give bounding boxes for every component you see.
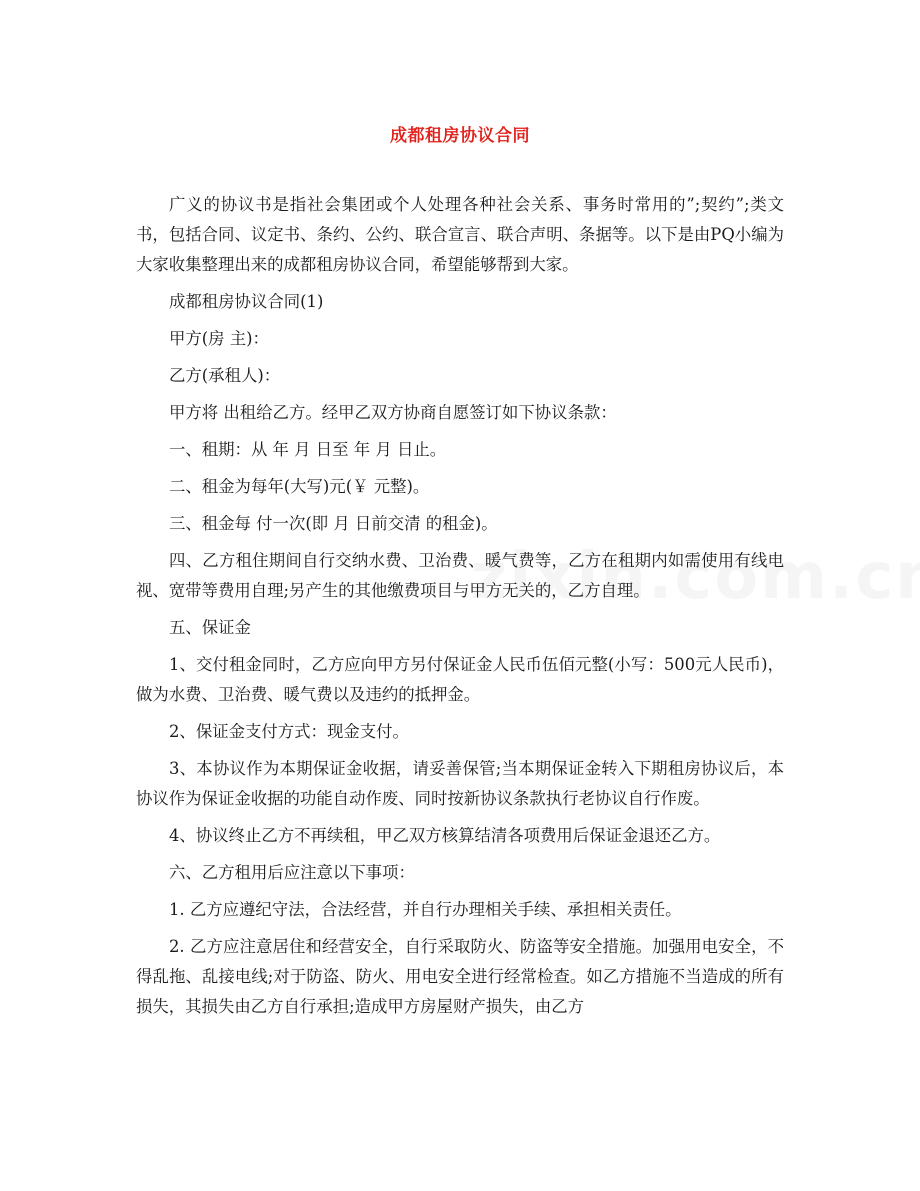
notes-item-2: 2. 乙方应注意居住和经营安全，自行采取防火、防盗等安全措施。加强用电安全，不得乱拖、乱接电线;对于防盗、防火、用电安全进行经常检查。如乙方措施不当造成的所有损失，其损失由乙方自行承担;造成甲方房屋财产损失，由乙方 xyxy=(136,937,784,1016)
deposit-item-4: 4、协议终止乙方不再续租，甲乙双方核算结清各项费用后保证金退还乙方。 xyxy=(169,826,721,845)
intro-paragraph: 广义的协议书是指社会集团或个人处理各种社会关系、事务时常用的”;契约”;类文书，包括合同、议定书、条约、公约、联合宣言、联合声明、条据等。以下是由PQ小编为大家收集整理出来的成都租房协议合同，希望能够帮到大家。 xyxy=(136,195,784,274)
deposit-item-3: 3、本协议作为本期保证金收据，请妥善保管;当本期保证金转入下期租房协议后，本协议作为保证金收据的功能自动作废、同时按新协议条款执行老协议自行作废。 xyxy=(136,759,784,808)
document-title: 成都租房协议合同 xyxy=(390,126,530,146)
clause-5-deposit-heading: 五、保证金 xyxy=(169,618,251,637)
party-a: 甲方(房 主)： xyxy=(169,329,269,348)
deposit-item-2: 2、保证金支付方式：现金支付。 xyxy=(169,722,409,741)
notes-item-1: 1. 乙方应遵纪守法，合法经营，并自行办理相关手续、承担相关责任。 xyxy=(169,900,682,919)
clause-6-notes-heading: 六、乙方租用后应注意以下事项： xyxy=(169,863,415,882)
party-b: 乙方(承租人)： xyxy=(169,366,281,385)
document-body xyxy=(136,190,784,1029)
clause-2-rent: 二、租金为每年(大写)元(￥ 元整)。 xyxy=(169,477,430,496)
contract-heading: 成都租房协议合同(1) xyxy=(169,292,324,311)
deposit-item-1: 1、交付租金同时，乙方应向甲方另付保证金人民币伍佰元整(小写：500元人民币)，做为水费、卫治费、暖气费以及违约的抵押金。 xyxy=(136,655,784,704)
clause-1-term: 一、租期：从 年 月 日至 年 月 日止。 xyxy=(169,440,447,459)
clause-3-payment: 三、租金每 付一次(即 月 日前交清 的租金)。 xyxy=(169,514,498,533)
clause-4-utilities: 四、乙方租住期间自行交纳水费、卫治费、暖气费等，乙方在租期内如需使用有线电视、宽带等费用自理;另产生的其他缴费项目与甲方无关的，乙方自理。 xyxy=(136,551,784,600)
lease-statement: 甲方将 出租给乙方。经甲乙双方协商自愿签订如下协议条款： xyxy=(169,403,617,422)
